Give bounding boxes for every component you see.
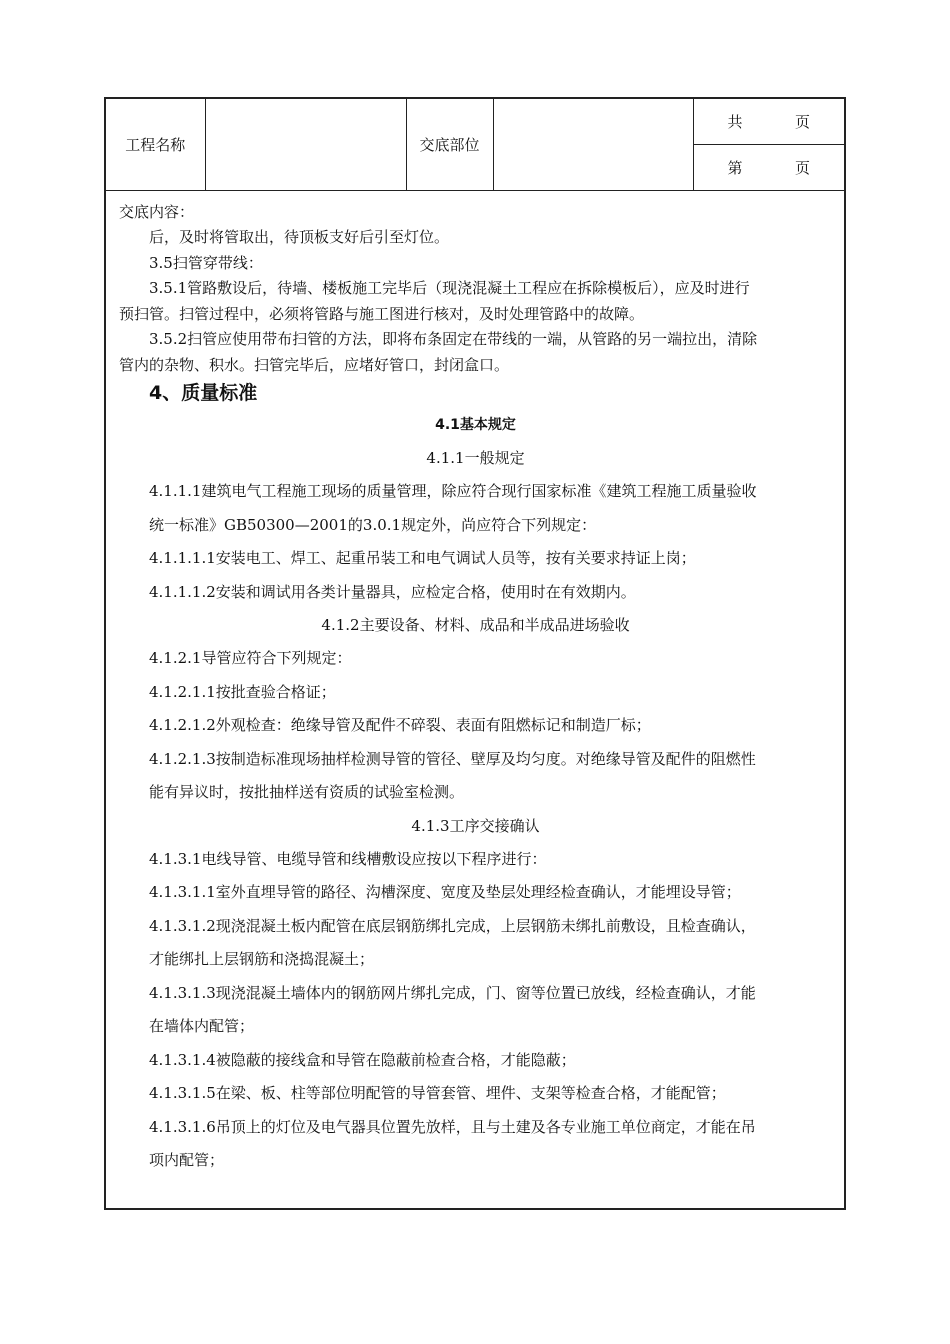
disclosure-content (106, 191, 844, 1178)
clause-text: 4.1.2.1.3按制造标准现场抽样检测导管的管径、壁厚及均匀度。对绝缘导管及配件的阻燃性 (149, 749, 756, 768)
clause-text: 4.1.2.1.2外观检查：绝缘导管及配件不碎裂、表面有阻燃标记和制造厂标； (149, 716, 651, 734)
clause-text: 4.1.3.1.6吊顶上的灯位及电气器具位置先放样，且与土建及各专业施工单位商定，才能在吊 (149, 1117, 756, 1136)
clause-text: 在墙体内配管； (149, 1017, 255, 1035)
project-name-label: 工程名称 (106, 99, 205, 191)
clause-text: 4.1.2.1.1按批查验合格证； (149, 682, 336, 701)
page-number-cell (693, 145, 846, 191)
text-line: 预扫管。扫管过程中，必须将管路与施工图进行核对，及时处理管路中的故障。 (119, 304, 645, 323)
section-title: 4、质量标准 (149, 382, 258, 404)
clause-text: 4.1.3.1.5在梁、板、柱等部位明配管的导管套管、埋件、支架等检查合格，才能配管； (149, 1084, 726, 1102)
project-name-value (205, 99, 406, 191)
total-pages-prefix: 共 (727, 113, 743, 131)
text-line: 管内的杂物、积水。扫管完毕后，应堵好管口，封闭盒口。 (119, 355, 510, 374)
clause-heading: 4.1.1一般规定 (426, 449, 525, 467)
clause-heading: 4.1.3工序交接确认 (411, 816, 540, 835)
page-number-prefix: 第 (727, 159, 743, 177)
clause-text: 4.1.3.1.3现浇混凝土墙体内的钢筋网片绑扎完成，门、窗等位置已放线，经检查确认，才能 (149, 983, 756, 1002)
text-line: 3.5扫管穿带线： (149, 253, 263, 272)
page-number-suffix: 页 (794, 159, 810, 177)
form-header-table (106, 99, 846, 191)
subsection-title: 4.1基本规定 (435, 417, 516, 433)
content-label: 交底内容： (119, 203, 195, 221)
clause-heading: 4.1.2主要设备、材料、成品和半成品进场验收 (321, 616, 630, 634)
clause-text: 4.1.1.1建筑电气工程施工现场的质量管理，除应符合现行国家标准《建筑工程施工质量验收 (149, 482, 757, 500)
text-line: 3.5.1管路敷设后，待墙、楼板施工完毕后（现浇混凝土工程应在拆除模板后），应及时进行 (149, 279, 750, 297)
clause-text: 4.1.1.1.1安装电工、焊工、起重吊装工和电气调试人员等，按有关要求持证上岗； (149, 549, 696, 567)
disclosure-form (104, 97, 846, 1210)
clause-text: 4.1.3.1.2现浇混凝土板内配管在底层钢筋绑扎完成，上层钢筋未绑扎前敷设，且检查确认， (149, 916, 756, 935)
clause-text: 能有异议时，按批抽样送有资质的试验室检测。 (149, 783, 465, 801)
total-pages-cell (693, 99, 846, 145)
location-value (493, 99, 693, 191)
clause-text: 才能绑扎上层钢筋和浇捣混凝土； (149, 950, 375, 968)
text-line: 3.5.2扫管应使用带布扫管的方法，即将布条固定在带线的一端，从管路的另一端拉出，清除 (149, 330, 758, 348)
clause-text: 项内配管； (149, 1151, 225, 1169)
clause-text: 统一标准》GB50300—2001的3.0.1规定外，尚应符合下列规定： (149, 515, 597, 534)
clause-text: 4.1.3.1.4被隐蔽的接线盒和导管在隐蔽前检查合格，才能隐蔽； (149, 1050, 576, 1069)
clause-text: 4.1.3.1电线导管、电缆导管和线槽敷设应按以下程序进行： (149, 849, 547, 868)
clause-text: 4.1.1.1.2安装和调试用各类计量器具，应检定合格，使用时在有效期内。 (149, 582, 636, 601)
clause-text: 4.1.2.1导管应符合下列规定： (149, 649, 352, 667)
location-label: 交底部位 (406, 99, 493, 191)
total-pages-suffix: 页 (794, 113, 810, 131)
clause-text: 4.1.3.1.1室外直埋导管的路径、沟槽深度、宽度及垫层处理经检查确认，才能埋设导管； (149, 883, 741, 901)
text-line: 后，及时将管取出，待顶板支好后引至灯位。 (149, 228, 450, 246)
